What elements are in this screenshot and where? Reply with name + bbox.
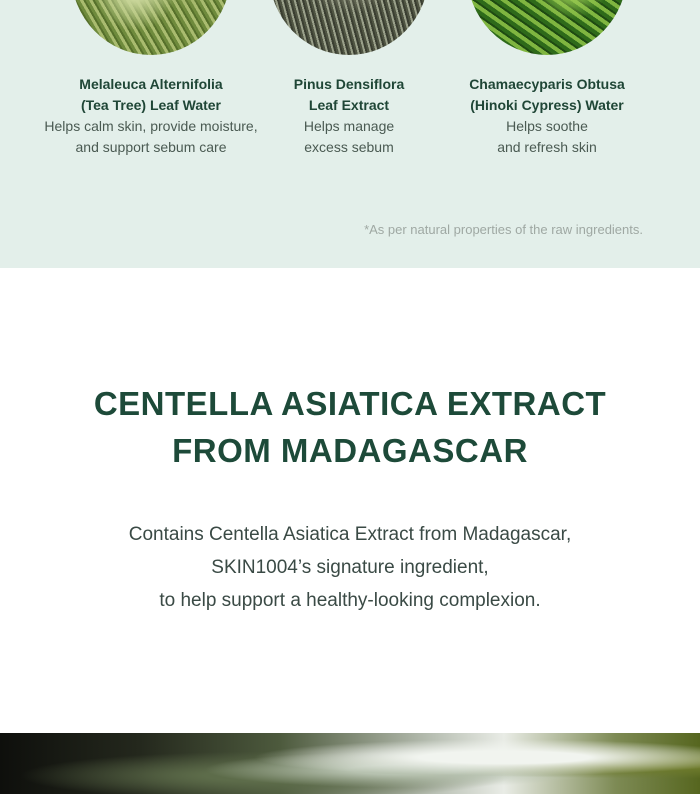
ingredient-name-line2: (Tea Tree) Leaf Water [80,97,222,113]
ingredient-name-line1: Melaleuca Alternifolia [79,76,223,92]
ingredient-name [427,74,667,116]
footnote: *As per natural properties of the raw ingredients. [364,222,643,237]
ingredient-name-line2: Leaf Extract [308,97,390,113]
ingredient-name-line2: (Hinoki Cypress) Water [470,97,624,113]
ingredient-desc-line2: and support sebum care [75,139,227,155]
ingredient-name-line1: Pinus Densiflora [293,76,405,92]
headline-line2: FROM MADAGASCAR [172,432,528,469]
centella-photo-banner [0,733,700,794]
section-body-text [0,518,700,617]
ingredient-desc-line1: Helps manage [303,118,395,134]
headline-line1: CENTELLA ASIATICA EXTRACT [93,385,607,422]
body-line2: SKIN1004’s signature ingredient, [211,557,489,578]
ingredient-name-line1: Chamaecyparis Obtusa [469,76,625,92]
ingredient-desc-line1: Helps calm skin, provide moisture, [44,118,258,134]
ingredient-description [427,116,667,158]
ingredient-desc-line2: excess sebum [304,139,394,155]
ingredients-section [0,0,700,268]
body-line1: Contains Centella Asiatica Extract from Madagascar, [128,524,572,545]
pine-needle-photo [269,0,429,55]
hinoki-cypress-photo [467,0,627,55]
tea-tree-photo [71,0,231,55]
body-line3: to help support a healthy-looking complexion. [159,590,541,611]
ingredient-desc-line1: Helps soothe [506,118,588,134]
section-headline [0,380,700,474]
ingredient-desc-line2: and refresh skin [497,139,597,155]
